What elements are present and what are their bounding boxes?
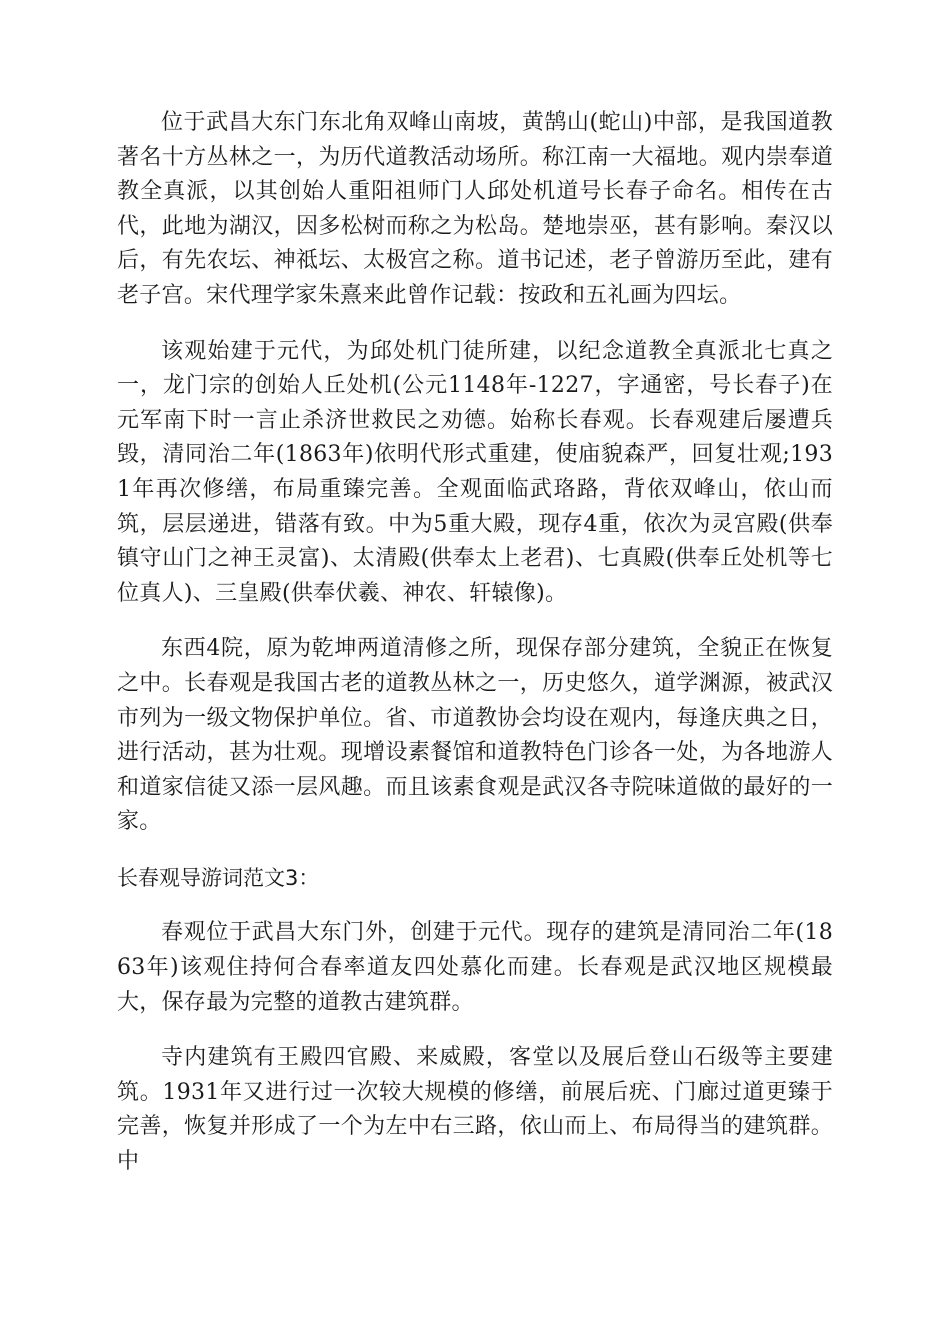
- paragraph-2: 该观始建于元代，为邱处机门徒所建，以纪念道教全真派北七真之一，龙门宗的创始人丘处机(公元1148年-1227，字通密，号长春子)在元军南下时一言止杀济世救民之劝德。始称长春观。长春观建后屡遭兵毁，清同治二年(1863年)依明代形式重建，使庙貌森严，回复壮观;1931年再次修缮，布局重臻完善。全观面临武珞路，背依双峰山，依山而筑，层层递进，错落有致。中为5重大殿，现存4重，依次为灵宫殿(供奉镇守山门之神王灵富)、太清殿(供奉太上老君)、七真殿(供奉丘处机等七位真人)、三皇殿(供奉伏羲、神农、轩辕像)。: [117, 338, 833, 606]
- paragraph-1: 位于武昌大东门东北角双峰山南坡，黄鹄山(蛇山)中部，是我国道教著名十方丛林之一，为历代道教活动场所。称江南一大福地。观内崇奉道教全真派，以其创始人重阳祖师门人邱处机道号长春子命名。相传在古代，此地为湖汉，因多松树而称之为松岛。楚地崇巫，甚有影响。秦汉以后，有先农坛、神祗坛、太极宫之称。道书记述，老子曾游历至此，建有老子宫。宋代理学家朱熹来此曾作记载：按政和五礼画为四坛。: [117, 110, 833, 308]
- document-page: [117, 106, 833, 1201]
- paragraph-4: 春观位于武昌大东门外，创建于元代。现存的建筑是清同治二年(1863年)该观住持何合春率道友四处慕化而建。长春观是武汉地区规模最大，保存最为完整的道教古建筑群。: [117, 920, 833, 1015]
- paragraph-3: 东西4院，原为乾坤两道清修之所，现保存部分建筑，全貌正在恢复之中。长春观是我国古老的道教丛林之一，历史悠久，道学渊源，被武汉市列为一级文物保护单位。省、市道教协会均设在观内，每逢庆典之日，进行活动，甚为壮观。现增设素餐馆和道教特色门诊各一处，为各地游人和道家信徒又添一层风趣。而且该素食观是武汉各寺院味道做的最好的一家。: [117, 636, 833, 835]
- section-heading: 长春观导游词范文3：: [117, 865, 320, 890]
- paragraph-5: 寺内建筑有王殿四官殿、来威殿，客堂以及展后登山石级等主要建筑。1931年又进行过一次较大规模的修缮，前展后疣、门廊过道更臻于完善，恢复并形成了一个为左中右三路，依山而上、布局得当的建筑群。中: [117, 1045, 833, 1175]
